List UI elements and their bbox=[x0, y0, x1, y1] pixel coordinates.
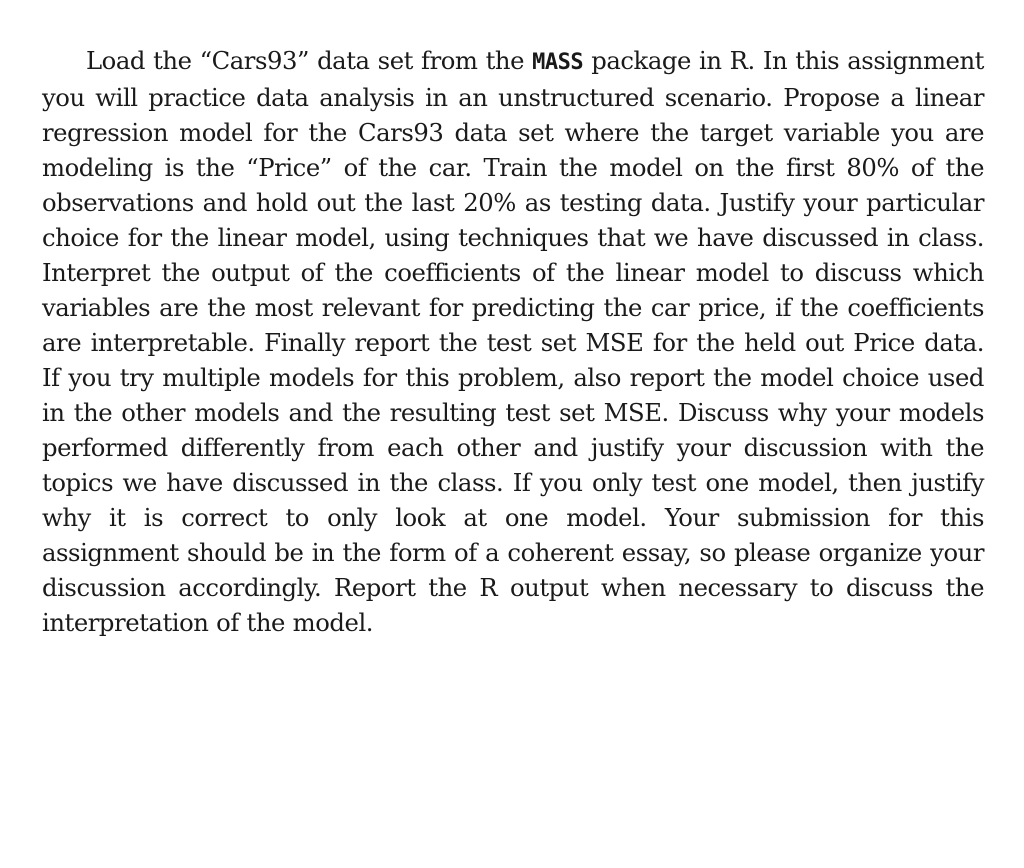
document-page bbox=[42, 43, 984, 640]
assignment-paragraph bbox=[42, 43, 984, 640]
package-name-code: MASS bbox=[532, 50, 584, 75]
paragraph-text-start: Load the “Cars93” data set from the bbox=[86, 46, 533, 75]
paragraph-text-rest: package in R. In this assignment you will practice data analysis in an unstructured scenario. Propose a linear regression model for the Cars93 data set where the target variable you are modeling is the “Price” of the car. Train the model on the first 80% of the observations and hold out the last 20% as testing data. Justify your particular choice for the linear model, using techniques that we have discussed in class. Interpret the output of the coefficients of the linear model to discuss which variables are the most relevant for predicting the car price, if the coefficients are interpretable. Finally report the test set MSE for the held out Price data. If you try multiple models for this problem, also report the model choice used in the other models and the resulting test set MSE. Discuss why your models performed differently from each other and justify your discussion with the topics we have discussed in the class. If you only test one model, then justify why it is correct to only look at one model. Your submission for this assignment should be in the form of a coherent essay, so please organize your discussion accordingly. Report the R output when necessary to discuss the interpretation of the model. bbox=[42, 46, 984, 637]
